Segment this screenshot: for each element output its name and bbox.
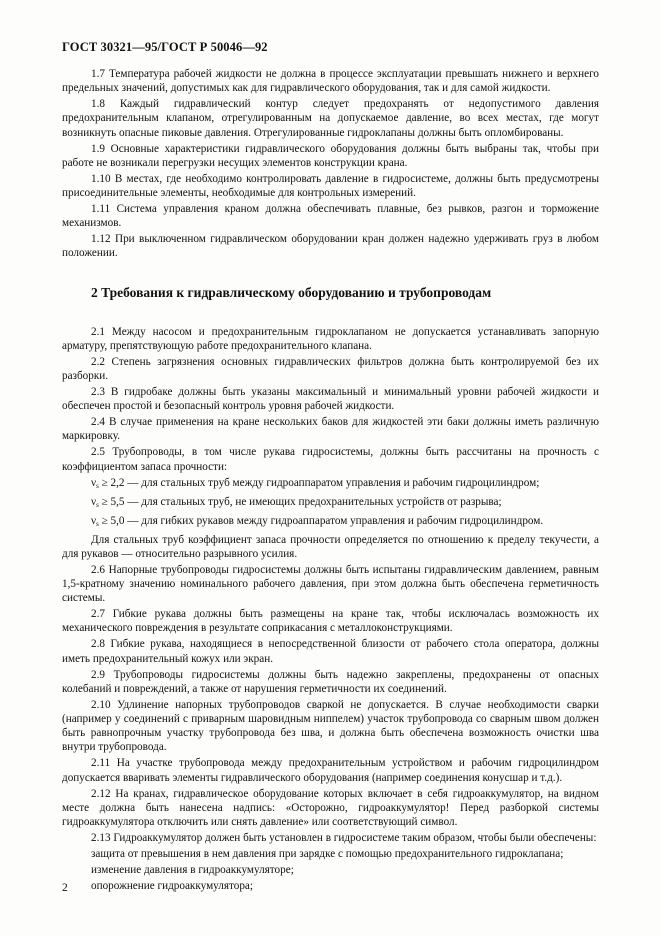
paragraph-1-7: 1.7 Температура рабочей жидкости не должна в процессе эксплуатации превышать нижнего и верхнего предельных значений, допустимых как для гидравлического оборудования, так и для самой жидкости. [62,68,599,95]
paragraph-2-10: 2.10 Удлинение напорных трубопроводов сваркой не допускается. В случае необходимости сварки (например у соединений с приварным шаровидным ниппелем) участок трубопровода со сварным швом должен быть равнопрочным участку трубопровода без шва, и должна быть обеспечена возможность очистки шва внутри трубопровода. [62,698,599,754]
paragraph-2-11: 2.11 На участке трубопровода между предохранительным устройством и рабочим гидроцилиндром допускается вваривать элементы гидравлического оборудования (например соединения конусшар и т.д.). [62,757,599,784]
section-2-title: 2 Требования к гидравлическому оборудованию и трубопроводам [91,284,492,300]
formula-symbol: ν [91,514,97,527]
paragraph-2-9: 2.9 Трубопроводы гидросистемы должны быть надежно закреплены, предохранены от опасных колебаний и повреждений, а также от нарушения герметичности их соединений. [62,668,599,695]
paragraph-2-5-note: Для стальных труб коэффициент запаса прочности определяется по отношению к пределу текучести, а для рукавов — относительно разрывного усилия. [62,533,599,560]
formula-symbol: ν [91,495,97,508]
paragraph-2-3: 2.3 В гидробаке должны быть указаны максимальный и минимальный уровни рабочей жидкости и обеспечен простой и безопасный контроль уровня рабочей жидкости. [62,386,599,413]
paragraph-2-7: 2.7 Гибкие рукава должны быть размещены на кране так, чтобы исключалась возможность их механического повреждения в результате соприкасания с металлоконструкциями. [62,608,599,635]
paragraph-1-8: 1.8 Каждый гидравлический контур следует предохранять от недопустимого давления предохранительным клапаном, отрегулированным на допускаемое давление, во всех местах, где могут возникнуть опасные пиковые давления. Отрегулированные гидроклапаны должны быть опломбированы. [62,98,599,139]
page-header: ГОСТ 30321—95/ГОСТ Р 50046—92 [62,40,268,54]
paragraph-1-9: 1.9 Основные характеристики гидравлического оборудования должны быть выбраны так, чтобы при работе не возникали перегрузки несущих элементов конструкции крана. [62,142,599,169]
formula-text: ≥ 2,2 — для стальных труб между гидроаппаратом управления и рабочим гидроцилиндром; [98,476,540,489]
paragraph-2-2: 2.2 Степень загрязнения основных гидравлических фильтров должна быть контролируемой без их разборки. [62,355,599,383]
page-number: 2 [62,882,68,894]
formula-subscript: s [96,481,99,490]
formula-line-3 [62,514,599,531]
paragraph-2-6: 2.6 Напорные трубопроводы гидросистемы должны быть испытаны гидравлическим давлением, равным 1,5-кратному значению номинального рабочего давления, при этом должна быть обеспечена герметичность системы. [62,563,599,605]
paragraph-2-5: 2.5 Трубопроводы, в том числе рукава гидросистемы, должны быть рассчитаны на прочность с коэффициентом запаса прочности: [62,446,599,473]
formula-line-1 [62,476,599,493]
paragraph-2-1: 2.1 Между насосом и предохранительным гидроклапаном не допускается устанавливать запорную арматуру, препятствующую работе предохранительного клапана. [62,325,599,352]
formula-line-2 [62,495,599,512]
paragraph-1-12: 1.12 При выключенном гидравлическом оборудовании кран должен надежно удерживать груз в любом положении. [62,233,599,260]
formula-text: ≥ 5,5 — для стальных труб, не имеющих предохранительных устройств от разрыва; [98,495,502,508]
paragraph-2-12: 2.12 На кранах, гидравлическое оборудование которых включает в себя гидроаккумулятор, на видном месте должна быть нанесена надпись: «Осторожно, гидроаккумулятор! Перед разборкой системы гидроаккумулятора отключить или снять давление» или соответствующий символ. [62,787,599,829]
paragraph-2-4: 2.4 В случае применения на кране нескольких баков для жидкостей эти баки должны иметь различную маркировку. [62,416,599,443]
paragraph-2-8: 2.8 Гибкие рукава, находящиеся в непосредственной близости от рабочего стола оператора, должны иметь предохранительный кожух или экран. [62,638,599,665]
list-item: защита от превышения в нем давления при зарядке с помощью предохранительного гидроклапана; [91,848,564,861]
paragraph-1-10: 1.10 В местах, где необходимо контролировать давление в гидросистеме, должны быть предусмотрены присоединительные элементы, необходимые для контрольных измерений. [62,172,599,200]
formula-subscript: s [96,519,99,528]
formula-subscript: s [96,500,99,509]
formula-symbol: ν [91,476,97,489]
formula-text: ≥ 5,0 — для гибких рукавов между гидроаппаратом управления и рабочим гидроцилиндром. [98,514,544,527]
list-item: изменение давления в гидроаккумуляторе; [91,864,294,877]
list-item: опорожнение гидроаккумулятора; [91,880,253,893]
paragraph-1-11: 1.11 Система управления краном должна обеспечивать плавные, без рывков, разгон и торможение механизмов. [62,203,599,230]
page-content [62,67,599,895]
paragraph-2-13: 2.13 Гидроаккумулятор должен быть установлен в гидросистеме таким образом, чтобы были обеспечены: [91,832,597,845]
